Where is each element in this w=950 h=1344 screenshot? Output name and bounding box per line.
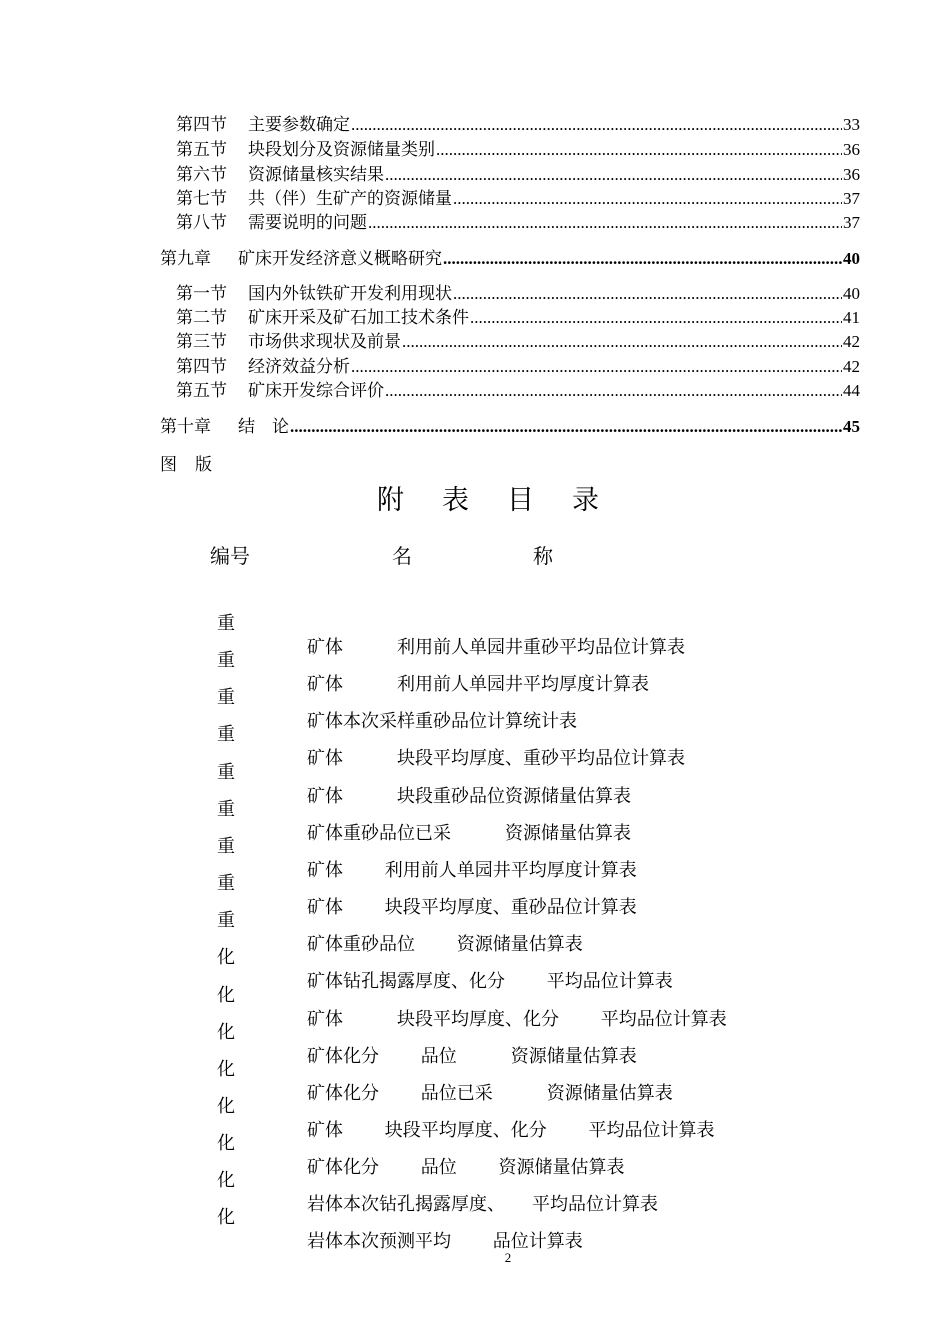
toc-page-number: 36 [843, 165, 860, 184]
toc-leader-dots [436, 139, 842, 161]
toc-entry [176, 283, 860, 305]
appendix-list [217, 588, 857, 1252]
toc-page-number: 37 [843, 189, 860, 208]
toc-leader-dots [443, 248, 842, 270]
toc-leader-dots [385, 380, 842, 402]
toc-page-number: 45 [843, 417, 860, 436]
toc-section-number: 第四节 [176, 115, 227, 135]
table-name: 岩体本次预测平均 品位计算表 [307, 1231, 583, 1252]
toc-page-number: 37 [843, 213, 860, 232]
toc-chapter-entry [160, 416, 860, 438]
toc-chapter-number: 第十章 [160, 417, 211, 437]
toc-entry [176, 212, 860, 234]
toc-entry [176, 331, 860, 353]
toc-leader-dots [368, 212, 842, 234]
table-code: 重 [217, 724, 235, 745]
toc-leader-dots [470, 307, 842, 329]
table-code: 化 [217, 1059, 235, 1080]
table-code: 化 [217, 1170, 235, 1191]
toc-entry [176, 380, 860, 402]
table-name: 矿体化分 品位 资源储量估算表 [307, 1046, 637, 1067]
toc-section-title: 国内外钛铁矿开发利用现状 [248, 284, 452, 304]
toc-section-number: 第五节 [176, 140, 227, 160]
table-code: 重 [217, 836, 235, 857]
toc-leader-dots [290, 416, 842, 438]
table-name: 矿体重砂品位已采 资源储量估算表 [307, 823, 631, 844]
toc-section-number: 第一节 [176, 284, 227, 304]
toc-chapter-title: 结 论 [238, 417, 289, 437]
toc-entry [176, 164, 860, 186]
toc-page-number: 40 [843, 249, 860, 268]
table-name: 矿体化分 品位 资源储量估算表 [307, 1157, 625, 1178]
plates-label: 图版 [160, 455, 230, 475]
table-code: 重 [217, 799, 235, 820]
page-number: 2 [504, 1250, 512, 1265]
toc-leader-dots [385, 164, 842, 186]
toc-page-number: 41 [843, 308, 860, 327]
toc-page-number: 42 [843, 357, 860, 376]
toc-section-title: 块段划分及资源储量类别 [248, 140, 435, 160]
toc-page-number: 44 [843, 381, 860, 400]
toc-leader-dots [402, 331, 842, 353]
table-name: 矿体钻孔揭露厚度、化分 平均品位计算表 [307, 971, 673, 992]
toc-section-title: 资源储量核实结果 [248, 165, 384, 185]
table-name: 矿体 利用前人单园井平均厚度计算表 [307, 674, 649, 695]
toc-page-number: 42 [843, 332, 860, 351]
table-code: 重 [217, 650, 235, 671]
toc-section-number: 第八节 [176, 213, 227, 233]
toc-section-title: 需要说明的问题 [248, 213, 367, 233]
table-name: 矿体 块段平均厚度、化分 平均品位计算表 [307, 1120, 715, 1141]
toc-section-title: 共（伴）生矿产的资源储量 [248, 189, 452, 209]
toc-leader-dots [351, 356, 842, 378]
toc-leader-dots [453, 283, 842, 305]
table-name: 矿体 利用前人单园井重砂平均品位计算表 [307, 637, 685, 658]
table-code: 化 [217, 1096, 235, 1117]
table-code: 重 [217, 613, 235, 634]
column-header-code: 编号 [210, 544, 250, 568]
table-name: 矿体 块段平均厚度、重砂平均品位计算表 [307, 748, 685, 769]
table-name: 矿体 块段平均厚度、化分 平均品位计算表 [307, 1009, 727, 1030]
toc-entry [176, 139, 860, 161]
column-header-name-2: 称 [533, 544, 553, 568]
toc-chapter-number: 第九章 [160, 249, 211, 269]
table-code: 化 [217, 1133, 235, 1154]
column-header-name-1: 名 [392, 544, 412, 568]
table-name: 矿体 块段重砂品位资源储量估算表 [307, 786, 631, 807]
toc-section-number: 第六节 [176, 165, 227, 185]
table-code: 化 [217, 1207, 235, 1228]
toc-section-title: 矿床开采及矿石加工技术条件 [248, 308, 469, 328]
table-name: 矿体 块段平均厚度、重砂品位计算表 [307, 897, 637, 918]
toc-section-number: 第二节 [176, 308, 227, 328]
toc-section-number: 第四节 [176, 357, 227, 377]
toc-page-number: 40 [843, 284, 860, 303]
table-code: 重 [217, 873, 235, 894]
toc-chapter-title: 矿床开发经济意义概略研究 [238, 249, 442, 269]
toc-entry [176, 307, 860, 329]
toc-section-title: 经济效益分析 [248, 357, 350, 377]
table-code: 化 [217, 1022, 235, 1043]
table-name: 岩体本次钻孔揭露厚度、 平均品位计算表 [307, 1194, 658, 1215]
table-name: 矿体化分 品位已采 资源储量估算表 [307, 1083, 673, 1104]
toc-section-title: 矿床开发综合评价 [248, 381, 384, 401]
toc-section-number: 第三节 [176, 332, 227, 352]
toc-entry [176, 188, 860, 210]
table-code: 化 [217, 947, 235, 968]
table-name: 矿体重砂品位 资源储量估算表 [307, 934, 583, 955]
toc-leader-dots [453, 188, 842, 210]
table-name: 矿体 利用前人单园井平均厚度计算表 [307, 860, 637, 881]
table-code: 化 [217, 985, 235, 1006]
toc-section-number: 第七节 [176, 189, 227, 209]
toc-section-title: 市场供求现状及前景 [248, 332, 401, 352]
toc-section-number: 第五节 [176, 381, 227, 401]
toc-entry [176, 356, 860, 378]
table-code: 重 [217, 910, 235, 931]
toc-entry [176, 114, 860, 136]
table-code: 重 [217, 762, 235, 783]
table-code: 重 [217, 687, 235, 708]
toc-section-title: 主要参数确定 [248, 115, 350, 135]
table-name: 矿体本次采样重砂品位计算统计表 [307, 711, 577, 732]
appendix-title: 附表目录 [377, 485, 637, 516]
toc-chapter-entry [160, 248, 860, 270]
toc-page-number: 36 [843, 140, 860, 159]
toc-page-number: 33 [843, 115, 860, 134]
toc-leader-dots [351, 114, 842, 136]
